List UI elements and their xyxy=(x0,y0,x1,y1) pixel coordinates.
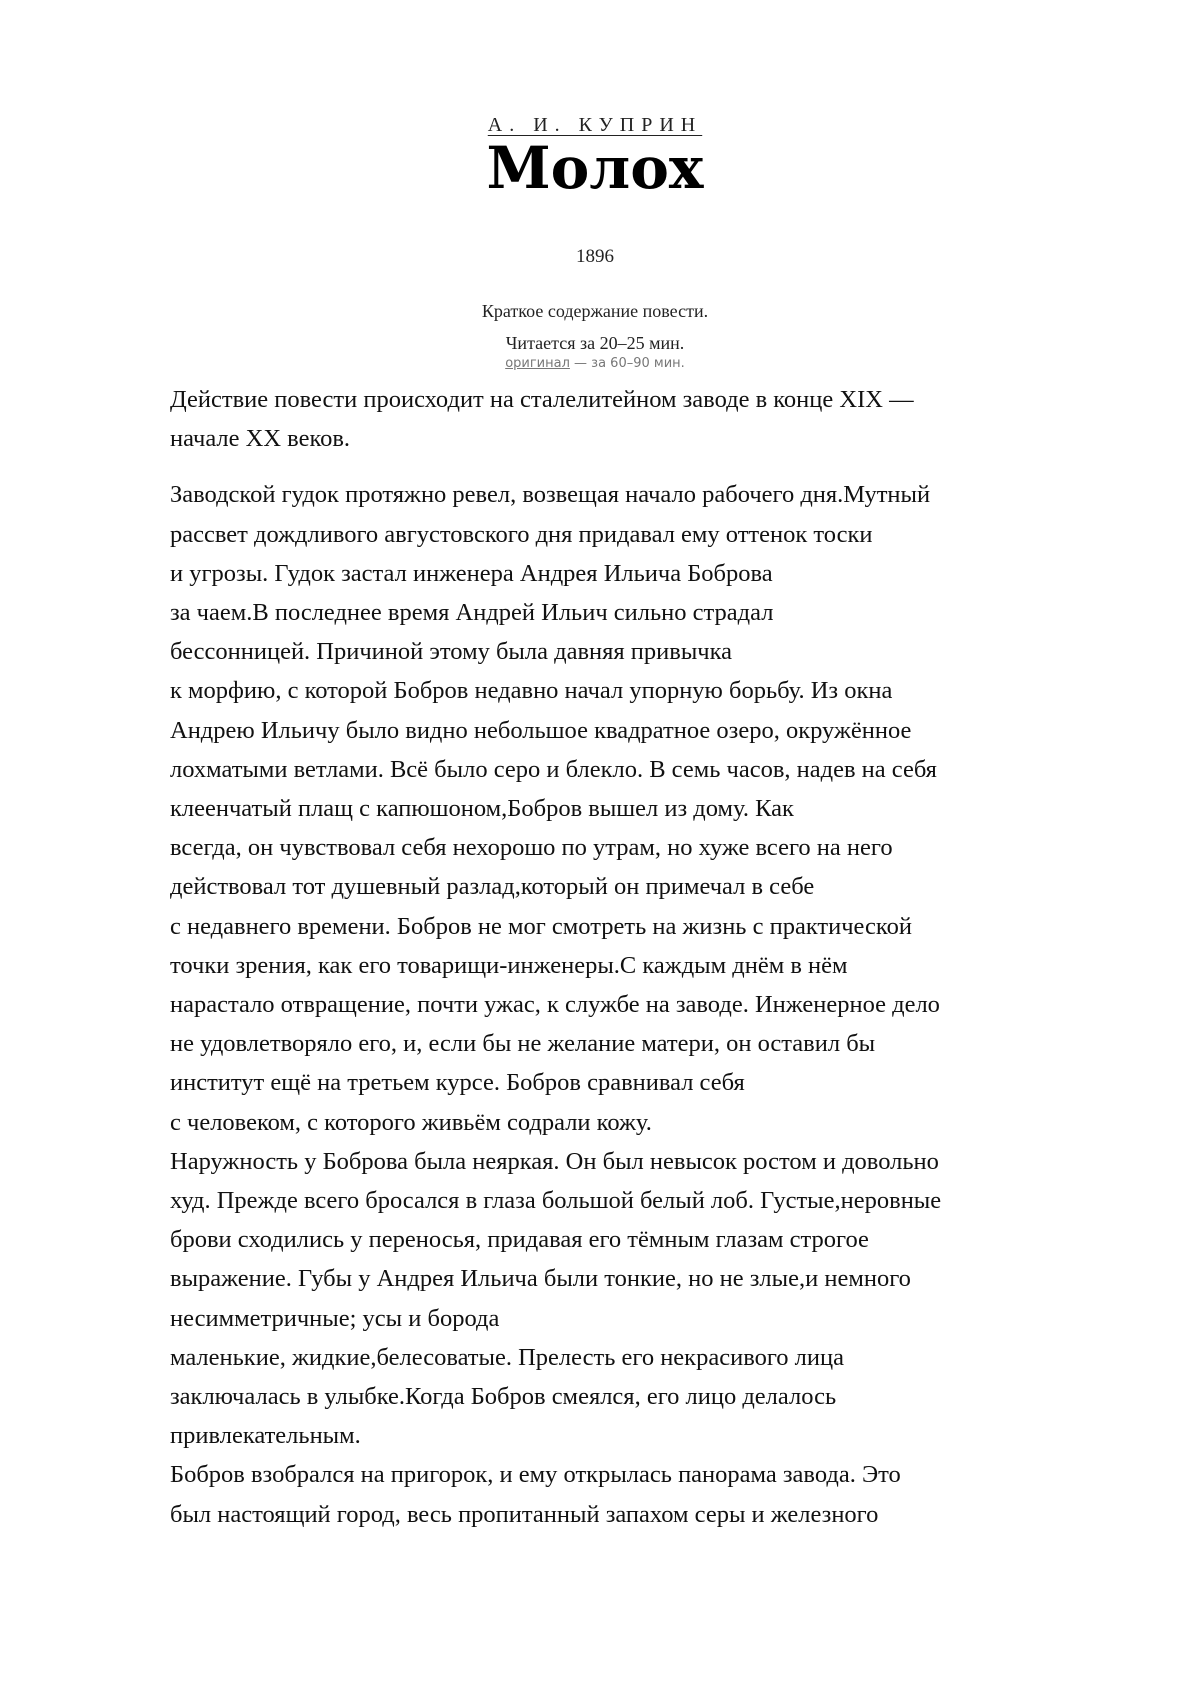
author-link[interactable]: А. И. КУПРИН xyxy=(487,114,703,136)
text-line: брови сходились у переносья, придавая его тёмным глазам строгое xyxy=(170,1226,869,1254)
text-line: нарастало отвращение, почти ужас, к службе на заводе. Инженерное дело xyxy=(170,991,940,1019)
text-line: всегда, он чувствовал себя нехорошо по утрам, но хуже всего на него xyxy=(170,834,893,862)
original-time: — за 60–90 мин. xyxy=(569,356,685,371)
text-line: заключалась в улыбке.Когда Бобров смеялся, его лицо делалось xyxy=(170,1383,837,1411)
summary-text xyxy=(170,380,1130,1534)
text-line: маленькие, жидкие,белесоватые. Прелесть его некрасивого лица xyxy=(170,1343,844,1371)
text-line: и угрозы. Гудок застал инженера Андрея Ильича Боброва xyxy=(170,559,773,587)
text-line: Заводской гудок протяжно ревел, возвещая начало рабочего дня.Мутный xyxy=(170,481,931,509)
text-line: бессонницей. Причиной этому была давняя привычка xyxy=(170,638,733,666)
text-line: институт ещё на третьем курсе. Бобров сравнивал себя xyxy=(170,1069,745,1097)
text-line: к морфию, с которой Бобров недавно начал упорную борьбу. Из окна xyxy=(170,677,893,705)
text-line: точки зрения, как его товарищи-инженеры.С каждым днём в нём xyxy=(170,951,848,979)
summary-info xyxy=(0,295,1190,359)
text-line: привлекательным. xyxy=(170,1422,361,1450)
main-paragraph xyxy=(170,475,1130,1533)
original-reading-time xyxy=(0,356,1190,371)
text-line: лохматыми ветлами. Всё было серо и блекло. В семь часов, надев на себя xyxy=(170,755,937,783)
text-line: начале XX веков. xyxy=(170,425,351,453)
text-line: худ. Прежде всего бросался в глаза большой белый лоб. Густые,неровные xyxy=(170,1187,942,1215)
text-line: действовал тот душевный разлад,который он примечал в себе xyxy=(170,873,815,901)
book-title: Молох xyxy=(486,134,704,202)
publication-year: 1896 xyxy=(576,246,614,267)
text-line: с недавнего времени. Бобров не мог смотреть на жизнь с практической xyxy=(170,912,912,940)
intro-paragraph xyxy=(170,380,1130,458)
text-line: Наружность у Боброва была неяркая. Он был невысок ростом и довольно xyxy=(170,1147,939,1175)
text-line: клеенчатый плащ с капюшоном,Бобров вышел из дому. Как xyxy=(170,795,794,823)
original-link[interactable]: оригинал xyxy=(505,356,570,371)
text-line: несимметричные; усы и борода xyxy=(170,1304,500,1332)
text-line: рассвет дождливого августовского дня придавал ему оттенок тоски xyxy=(170,520,873,548)
text-line: Бобров взобрался на пригорок, и ему открылась панорама завода. Это xyxy=(170,1461,901,1489)
text-line: с человеком, с которого живьём содрали кожу. xyxy=(170,1108,652,1136)
text-line: выражение. Губы у Андрея Ильича были тонкие, но не злые,и немного xyxy=(170,1265,911,1293)
text-line: не удовлетворяло его, и, если бы не желание матери, он оставил бы xyxy=(170,1030,876,1058)
text-line: Андрею Ильичу было видно небольшое квадратное озеро, окружённое xyxy=(170,716,912,744)
text-line: за чаем.В последнее время Андрей Ильич сильно страдал xyxy=(170,599,774,627)
text-line: был настоящий город, весь пропитанный запахом серы и железного xyxy=(170,1500,879,1528)
summary-description: Краткое содержание повести. xyxy=(481,301,709,321)
text-line: Действие повести происходит на сталелитейном заводе в конце XIX — xyxy=(170,386,914,413)
reading-time: Читается за 20–25 мин. xyxy=(505,333,685,353)
